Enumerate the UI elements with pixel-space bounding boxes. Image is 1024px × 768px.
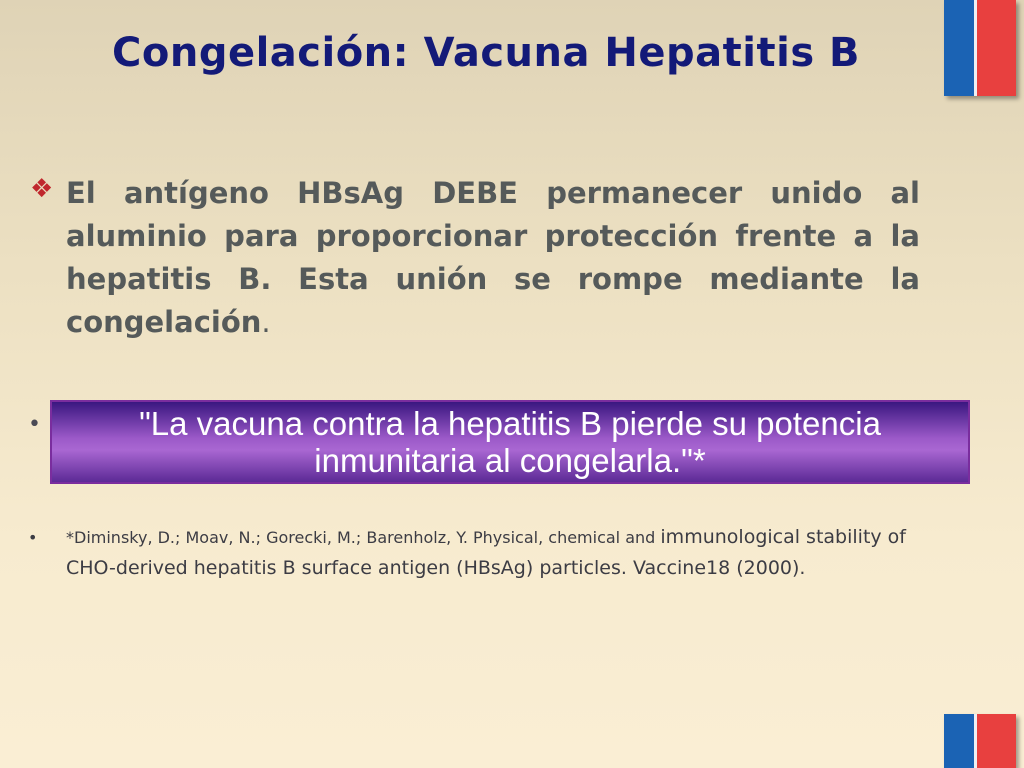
reference-bullet [28,522,908,584]
slide-title: Congelación: Vacuna Hepatitis B [112,30,861,76]
reference-part-1: *Diminsky, D.; Moav, N.; Gorecki, M.; Barenholz, Y. Physical, chemical and [66,528,661,547]
quote-box [50,400,970,484]
reference-bullet-dot: • [28,528,38,547]
main-bullet-period: . [261,305,271,339]
flag-red-stripe-bottom [974,714,1016,768]
quote-bullet-dot: • [28,412,41,437]
flag-blue-stripe-bottom [944,714,974,768]
reference-text [66,522,908,584]
reference-part-2: immunological stability of CHO-derived hepatitis B surface antigen (HBsAg) particles. Vaccine18 (2000). [66,526,906,579]
main-bullet [30,172,920,344]
flag-decoration-top [944,0,1016,96]
main-bullet-text [66,172,920,344]
flag-decoration-bottom [944,714,1016,768]
main-bullet-body: El antígeno HBsAg DEBE permanecer unido al aluminio para proporcionar protección frente a la hepatitis B. Esta unión se rompe mediante la congelación [66,176,920,339]
flag-red-stripe [974,0,1016,96]
diamond-bullet-icon: ❖ [30,174,54,204]
quote-text: "La vacuna contra la hepatitis B pierde su potencia inmunitaria al congelarla."* [139,405,881,479]
flag-blue-stripe [944,0,974,96]
